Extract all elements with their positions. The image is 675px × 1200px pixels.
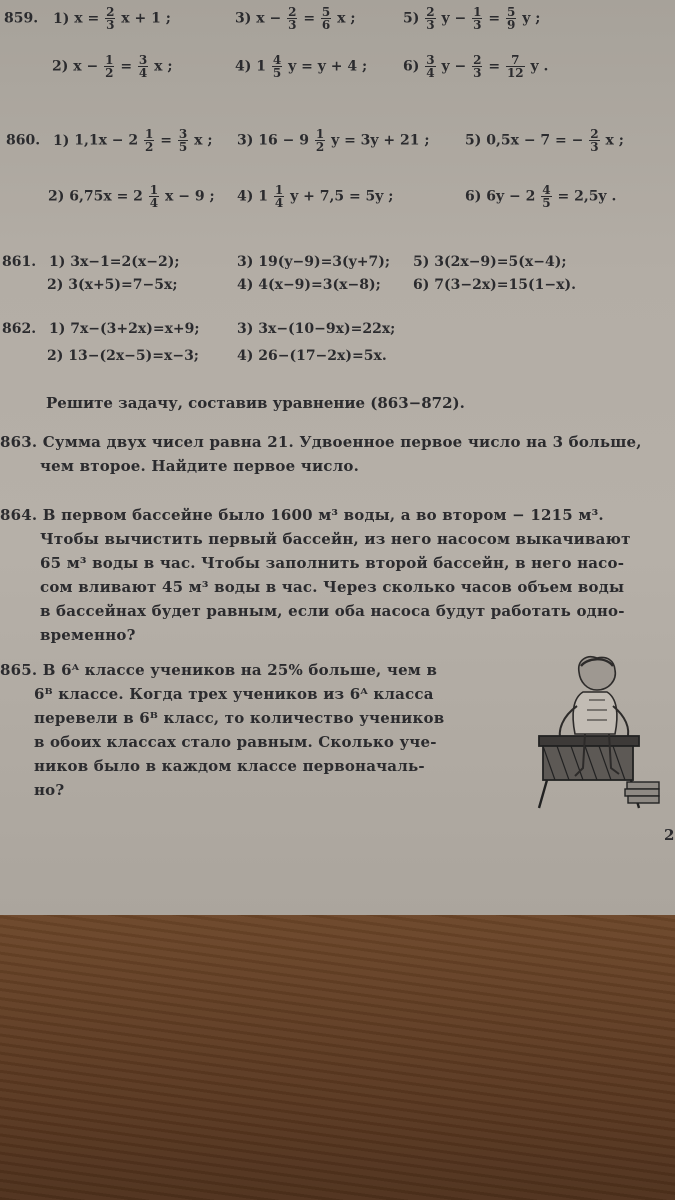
problem-860-item2: 2) 6,75x = 2 $\frac{1}{4}$ x − 9 ;	[48, 183, 215, 210]
fraction: $\frac{1}{4}$	[149, 183, 159, 210]
fraction: $\frac{1}{4}$	[274, 183, 284, 210]
problem-860-item4: 4) 1 $\frac{1}{4}$ y + 7,5 = 5y ;	[237, 183, 394, 210]
problem-859-item3: 3) x − $\frac{2}{3}$ = $\frac{5}{6}$ x ;	[235, 5, 356, 32]
problem-862-item4: 4) 26−(17−2x)=5x.	[237, 348, 387, 364]
fraction: $\frac{2}{3}$	[106, 5, 115, 32]
fraction: $\frac{4}{5}$	[272, 53, 282, 80]
problem-861-item5: 5) 3(2x−9)=5(x−4);	[413, 254, 567, 270]
fraction: $\frac{3}{4}$	[138, 53, 148, 80]
problem-861-item4: 4) 4(x−9)=3(x−8);	[237, 277, 381, 293]
problem-number: 862.	[2, 321, 37, 337]
wooden-table-background	[0, 915, 675, 1200]
problem-861-item3: 3) 19(y−9)=3(y+7);	[237, 254, 391, 270]
problem-859-item4: 4) 1 $\frac{4}{5}$ y = y + 4 ;	[235, 53, 368, 80]
problem-860-row1: 860. 1) 1,1x − 2 $\frac{1}{2}$ = $\frac{3}{5}$ x ;	[6, 127, 213, 154]
problem-number: 865.	[0, 661, 38, 679]
fraction: $\frac{2}{3}$	[473, 53, 482, 80]
problem-861-item6: 6) 7(3−2x)=15(1−x).	[413, 277, 576, 293]
problem-number: 864.	[0, 506, 38, 524]
problem-859-row1: 859. 1) x = $\frac{2}{3}$ x + 1 ;	[4, 5, 171, 32]
problem-number: 859.	[4, 10, 39, 27]
problem-860-item3: 3) 16 − 9 $\frac{1}{2}$ y = 3y + 21 ;	[237, 127, 430, 154]
fraction: $\frac{1}{2}$	[315, 127, 325, 154]
fraction: $\frac{3}{5}$	[178, 127, 188, 154]
problem-859-item5: 5) $\frac{2}{3}$ y − $\frac{1}{3}$ = $\frac{5}{9}$ y ;	[403, 5, 541, 32]
fraction: $\frac{3}{4}$	[426, 53, 435, 80]
problem-number: 863.	[0, 433, 38, 451]
problem-859-item6: 6) $\frac{3}{4}$ y − $\frac{2}{3}$ = $\frac{7}{12}$ y .	[403, 53, 549, 80]
page-number: 2	[664, 826, 675, 844]
problem-number: 861.	[2, 254, 37, 270]
problem-864: 864. В первом бассейне было 1600 м³ воды, а во втором − 1215 м³. Чтобы вычистить первый бассейн, из него насосом выкачивают 65 м³ воды в час. Чтобы заполнить второй бассейн, в него насо- сом вливают 45 м³ воды в час. Через сколько часов объем воды в бассейнах будет равным, если оба насоса будут работать одно- временно?	[0, 506, 631, 644]
problem-862-item2: 2) 13−(2x−5)=x−3;	[47, 348, 199, 364]
problem-865: 865. В 6ᴬ классе учеников на 25% больше, чем в 6ᴮ классе. Когда трех учеников из 6ᴬ класса перевели в 6ᴮ класс, то количество учеников в обоих классах стало равным. Сколько уче- ников было в каждом классе первоначаль- но?	[0, 661, 445, 799]
problem-859-item2: 2) x − $\frac{1}{2}$ = $\frac{3}{4}$ x ;	[52, 53, 173, 80]
fraction: $\frac{2}{3}$	[288, 5, 297, 32]
problem-862-item3: 3) 3x−(10−9x)=22x;	[237, 321, 396, 337]
fraction: $\frac{1}{2}$	[105, 53, 114, 80]
problem-860-item5: 5) 0,5x − 7 = − $\frac{2}{3}$ x ;	[465, 127, 624, 154]
student-at-desk-illustration	[527, 650, 662, 810]
problem-861-row1: 861. 1) 3x−1=2(x−2);	[2, 254, 180, 270]
fraction: $\frac{5}{9}$	[506, 5, 516, 32]
fraction: $\frac{2}{3}$	[426, 5, 435, 32]
fraction: $\frac{1}{2}$	[145, 127, 154, 154]
problem-861-item2: 2) 3(x+5)=7−5x;	[47, 277, 178, 293]
section-heading: Решите задачу, составив уравнение (863−872).	[46, 394, 465, 412]
problem-862-row1: 862. 1) 7x−(3+2x)=x+9;	[2, 321, 200, 337]
fraction: $\frac{1}{3}$	[473, 5, 482, 32]
problem-number: 860.	[6, 132, 41, 149]
fraction: $\frac{2}{3}$	[590, 127, 599, 154]
fraction: $\frac{5}{6}$	[321, 5, 331, 32]
fraction: $\frac{4}{5}$	[542, 183, 551, 210]
fraction: $\frac{7}{12}$	[506, 53, 524, 80]
problem-863: 863. Сумма двух чисел равна 21. Удвоенное первое число на 3 больше, чем второе. Найдите первое число.	[0, 433, 642, 475]
problem-860-item6: 6) 6y − 2 $\frac{4}{5}$ = 2,5y .	[465, 183, 617, 210]
